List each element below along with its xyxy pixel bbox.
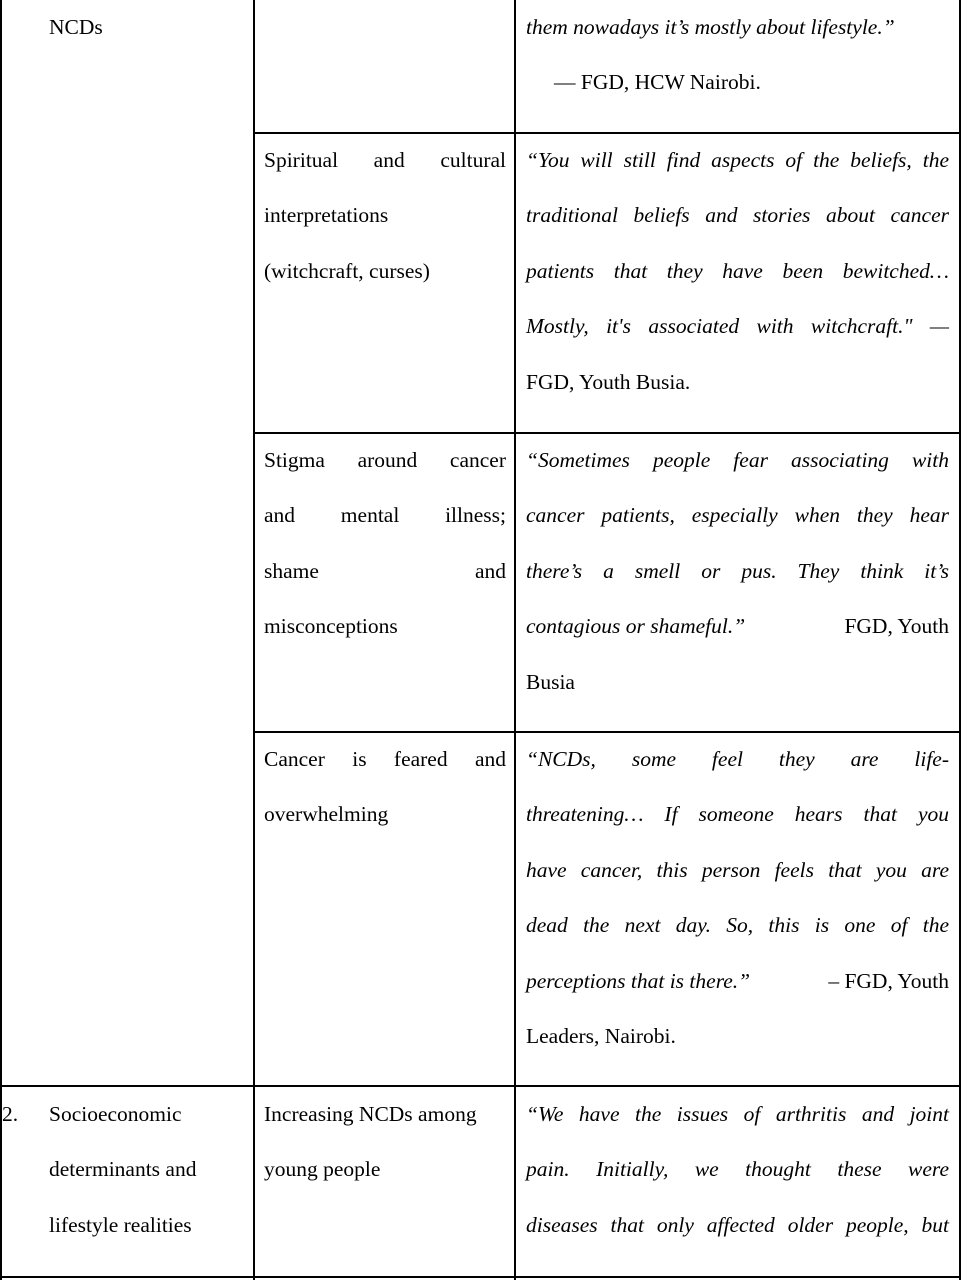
table-border-bottom [0, 1276, 961, 1278]
quote-line: contagious or shameful.” [526, 614, 746, 639]
theme-line: Socioeconomic [49, 1102, 182, 1126]
row1-theme [49, 0, 244, 55]
quote-line: have cancer, this person feels that you are [526, 857, 949, 882]
quote-line-with-attribution [526, 599, 949, 654]
subtheme-line: Cancer is feared and [264, 747, 506, 771]
quote-attribution: FGD, Youth Busia. [526, 369, 691, 394]
quote-line: traditional beliefs and stories about cancer [526, 203, 949, 228]
quote-line-with-attribution [526, 954, 949, 1009]
quote-line: pain. Initially, we thought these were [526, 1157, 949, 1182]
theme-text: NCDs [49, 15, 103, 39]
row2-quote [526, 133, 949, 410]
subtheme-line: interpretations [264, 203, 389, 228]
subtheme-line: Stigma around cancer [264, 448, 506, 472]
subtheme-line: and mental illness; [264, 503, 506, 528]
column-divider-2 [514, 0, 516, 1280]
subtheme-line: misconceptions [264, 614, 398, 639]
quote-line: Mostly, it's associated with witchcraft." — [526, 314, 949, 339]
quote-line: “We have the issues of arthritis and joint [526, 1102, 949, 1126]
theme-line: determinants and [49, 1157, 197, 1182]
column-divider-1 [253, 0, 255, 1280]
quote-attribution-inline: – FGD, Youth [828, 968, 949, 993]
quote-line: diseases that only affected older people, but [526, 1212, 949, 1237]
row-number: 2. [2, 1102, 19, 1126]
quote-line: perceptions that is there.” [526, 968, 751, 993]
quote-line: them nowadays it’s mostly about lifestyle.” [526, 15, 895, 39]
row5-theme [49, 1087, 244, 1253]
subtheme-line: shame and [264, 558, 506, 583]
theme-line: lifestyle realities [49, 1212, 192, 1237]
row5-subtheme [264, 1087, 506, 1198]
quote-line: “You will still find aspects of the beliefs, the [526, 148, 949, 172]
quote-attribution: — FGD, HCW Nairobi. [554, 70, 761, 95]
quote-line: “NCDs, some feel they are life- [526, 747, 949, 771]
quote-line: dead the next day. So, this is one of the [526, 913, 949, 938]
quote-line: there’s a smell or pus. They think it’s [526, 558, 949, 583]
quote-attribution: Busia [526, 669, 575, 694]
subtheme-line: Increasing NCDs among [264, 1102, 477, 1126]
table-border-right [959, 0, 961, 1280]
row5-quote [526, 1087, 949, 1253]
row2-subtheme [264, 133, 506, 299]
quote-line: cancer patients, especially when they hear [526, 503, 949, 528]
row3-quote [526, 433, 949, 710]
quote-line: threatening… If someone hears that you [526, 802, 949, 827]
quote-attribution: Leaders, Nairobi. [526, 1023, 676, 1048]
subtheme-line: Spiritual and cultural [264, 148, 506, 172]
row4-quote [526, 732, 949, 1064]
quote-line: patients that they have been bewitched… [526, 258, 949, 283]
row1-quote [526, 0, 949, 111]
row4-subtheme [264, 732, 506, 843]
subtheme-line: (witchcraft, curses) [264, 258, 430, 283]
quote-line: “Sometimes people fear associating with [526, 448, 949, 472]
row3-subtheme [264, 433, 506, 655]
subtheme-line: overwhelming [264, 802, 389, 827]
row5-number [2, 1087, 42, 1142]
subtheme-line: young people [264, 1157, 381, 1182]
quote-attribution-inline: FGD, Youth [844, 614, 949, 639]
